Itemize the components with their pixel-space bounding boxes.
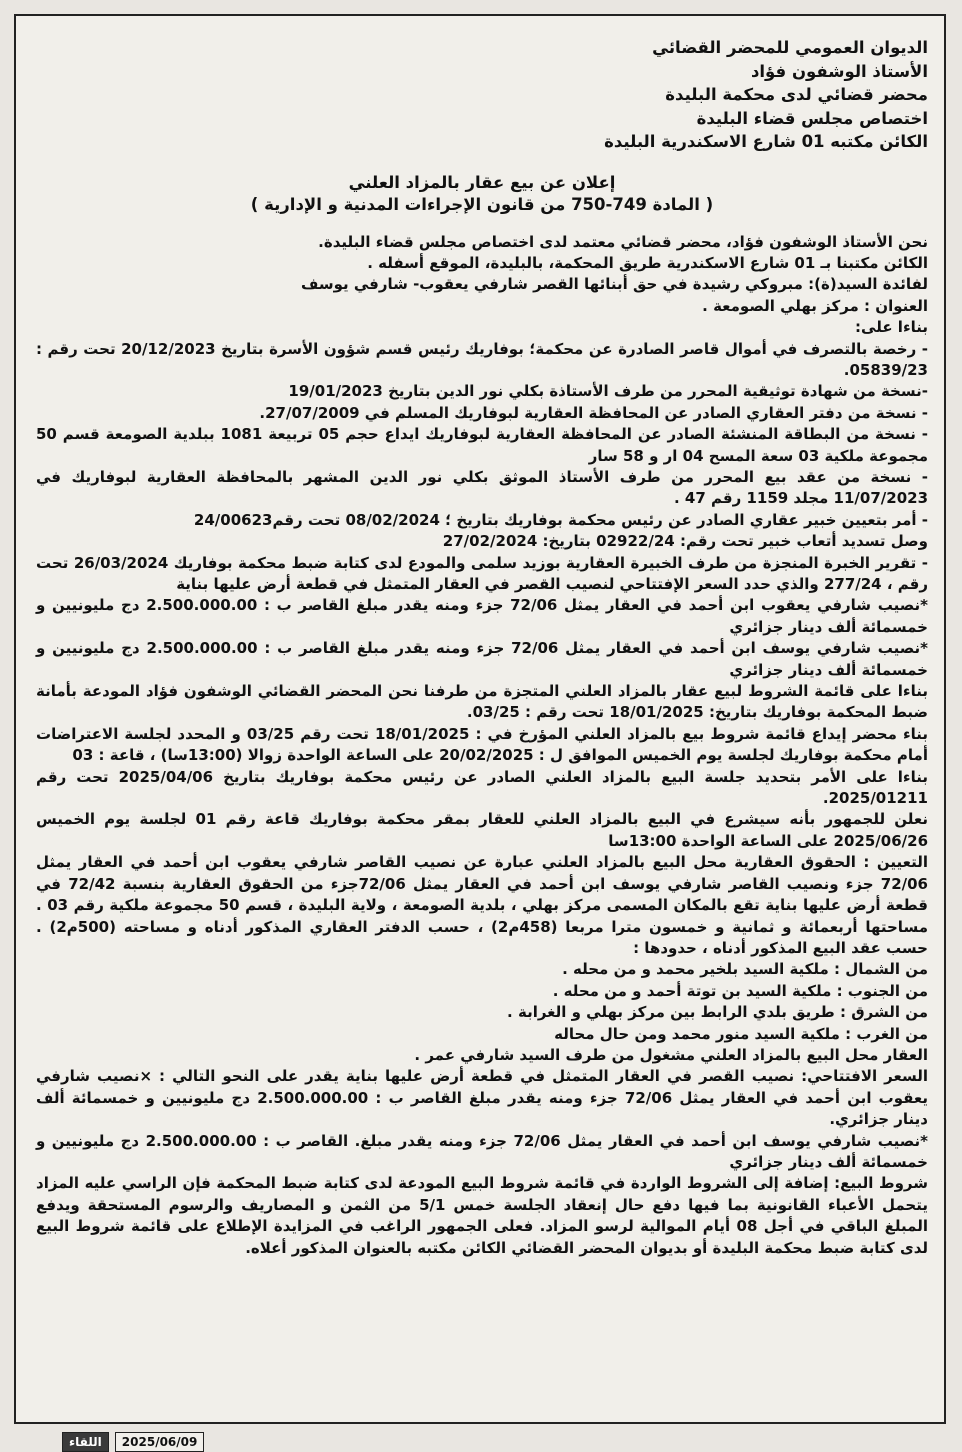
bailiff-name: الأستاذ الوشفون فؤاد (750, 61, 928, 81)
body-paragraph: السعر الافتتاحي: نصيب القصر في العقار المتمثل في قطعة أرض عليها بناية يقدر على النحو التالي : ×نصيب شارفي يعقوب ابن أحمد في العقار يمثل 72/06 جزء ومنه يقدر مبلغ القاصر ب : 2.500.000.00 دج مليونيين و خمسمائة ألف دينار جزائري. (36, 1067, 929, 1129)
body-paragraph: *نصيب شارفي يوسف ابن أحمد في العقار يمثل 72/06 جزء ومنه يقدر مبلغ القاصر ب : 2.500.000.00 دج مليونيين و خمسمائة ألف دينار جزائري (36, 639, 928, 679)
body-paragraph: من الشرق : طريق بلدي الرابط بين مركز بهلي و الغرابة . (507, 1003, 928, 1022)
body-paragraph: لفائدة السيد(ة): مبروكي رشيدة في حق أبنائها القصر شارفي يعقوب- شارفي يوسف (300, 275, 928, 294)
body-paragraph: شروط البيع: إضافة إلى الشروط الواردة في قائمة شروط البيع المودعة لدى كتابة ضبط المحكمة فإن الراسي عليه المزاد يتحمل الأعباء القانونية بما فيها دفع حال إنعقاد الجلسة خمس 5/1 من الثمن و المصاريف والرسوم المستحقة ويدفع المبلغ الباقي في أجل 08 أيام الموالية لرسو المزاد. فعلى الجمهور الراغب في المزايدة الإطلاع على قائمة شروط البيع لدى كتابة ضبط محكمة البليدة أو بديوان المحضر القضائي الكائن مكتبه بالعنوان المذكور أعلاه. (36, 1174, 928, 1257)
body-paragraph: *نصيب شارفي يوسف ابن أحمد في العقار يمثل 72/06 جزء ومنه يقدر مبلغ. القاصر ب : 2.500.000.00 دج مليونيين و خمسمائة ألف دينار جزائري (36, 1131, 928, 1171)
body-paragraph: - نسخة من البطاقة المنشئة الصادر عن المحافظة العقارية لبوفاريك ايداع حجم 05 تربيعة 1081 ببلدية الصومعة قسم 50 مجموعة ملكية 03 سعة المسح 04 ار و 58 سار (36, 425, 928, 465)
body-paragraph: - أمر بتعيين خبير عقاري الصادر عن رئيس محكمة بوفاريك بتاريخ ؛ 08/02/2024 تحت رقم24/00623 (193, 510, 928, 529)
body-paragraph: نحن الأستاذ الوشفون فؤاد، محضر قضائي معتمد لدى اختصاص مجلس قضاء البليدة. (318, 232, 928, 251)
bailiff-title: محضر قضائي لدى محكمة البليدة (665, 85, 928, 104)
body-paragraph: - تقرير الخبرة المنجزة من طرف الخبيرة العقارية بوزيد سلمى والمودع لدى كتابة ضبط محكمة بوفاريك 26/03/2024 تحت رقم ، 277/24 والذي حدد السعر الإفتتاحي لنصيب القصر في العقار المتمثل في قطعة أرض عليها بناية (36, 553, 928, 593)
body-paragraph: بناء محضر إيداع قائمة شروط بيع بالمزاد العلني المؤرخ في : 18/01/2025 تحت رقم 03/25 و المحدد لجلسة الاعتراضات أمام محكمة بوفاريك لجلسة يوم الخميس الموافق ل : 20/02/2025 على الساعة الواحدة زوالا (13:00سا) ، قاعة : 03 (36, 724, 929, 765)
office-address: الكائن مكتبه 01 شارع الاسكندرية البليدة (604, 132, 928, 151)
notice-subtitle: ( المادة 749-750 من قانون الإجراءات المدنية و الإدارية ) (250, 194, 714, 214)
body-paragraph: بناءا على: (855, 318, 928, 337)
body-paragraph: التعيين : الحقوق العقارية محل البيع بالمزاد العلني عبارة عن نصيب القاصر شارفي يعقوب ابن أحمد في العقار يمثل 72/06 جزء ونصيب القاصر شارفي يوسف ابن أحمد في العقار يمثل 72/06جزء من الحقوق العقارية بنسبة 72/42 في قطعة أرض عليها بناية تقع بالمكان المسمى مركز بهلي ، بلدية الصومعة ، ولاية البليدة ، قسم 50 مجموعة ملكية رقم 03 . مساحتها أربعمائة و ثمانية و خمسون مترا مربعا (458م2) ، حسب الدفتر العقاري المذكور أدناه و مساحته (500م2) . حسب عقد البيع المذكور أدناه ، حدودها : (36, 853, 928, 957)
publication-name: اللقاء (62, 1432, 109, 1452)
notice-content (36, 36, 928, 1259)
body-paragraph: من الشمال : ملكية السيد بلخير محمد و من محله . (562, 960, 928, 979)
body-paragraph: من الغرب : ملكية السيد منور محمد ومن حال محاله (554, 1024, 928, 1043)
body-paragraph: بناءا على الأمر بتحديد جلسة البيع بالمزاد العلني الصادر عن رئيس محكمة بوفاريك بتاريخ 2025/04/06 تحت رقم 2025/01211. (36, 767, 928, 808)
body-paragraph: *نصيب شارفي يعقوب ابن أحمد في العقار يمثل 72/06 جزء ومنه يقدر مبلغ القاصر ب : 2.500.000.00 دج مليونيين و خمسمائة ألف دينار جزائري (36, 596, 928, 636)
jurisdiction: اختصاص مجلس قضاء البليدة (696, 108, 928, 128)
notice-body (36, 232, 928, 1260)
body-paragraph: العنوان : مركز بهلي الصومعة . (702, 296, 928, 315)
body-paragraph: - رخصة بالتصرف في أموال قاصر الصادرة عن محكمة؛ بوفاريك رئيس قسم شؤون الأسرة بتاريخ 20/12/2023 تحت رقم : 05839/23. (36, 339, 928, 379)
notice-title: إعلان عن بيع عقار بالمزاد العلني (348, 172, 616, 192)
publication-date: 2025/06/09 (115, 1432, 205, 1452)
body-paragraph: من الجنوب : ملكية السيد بن توتة أحمد و من محله . (552, 981, 928, 1000)
body-paragraph: الكائن مكتبنا بـ 01 شارع الاسكندرية طريق المحكمة، بالبليدة، الموقع أسفله . (367, 253, 928, 272)
body-paragraph: العقار محل البيع بالمزاد العلني مشغول من طرف السيد شارفي عمر . (414, 1045, 928, 1064)
notice-frame (14, 14, 946, 1424)
notice-title-block (36, 172, 928, 216)
body-paragraph: نعلن للجمهور بأنه سيشرع في البيع بالمزاد العلني للعقار بمقر محكمة بوفاريك قاعة رقم 01 لجلسة يوم الخميس 2025/06/26 على الساعة الواحدة 13:00سا (36, 810, 928, 850)
body-paragraph: - نسخة من عقد بيع المحرر من طرف الأستاذ الموثق بكلي نور الدين المشهر بالمحافظة العقارية لبوفاريك في 11/07/2023 مجلد 1159 رقم 47 . (36, 467, 928, 508)
body-paragraph: بناءا على قائمة الشروط لبيع عقار بالمزاد العلني المتجزة من طرفنا نحن المحضر القضائي الوشفون فؤاد المودعة بأمانة ضبط المحكمة بوفاريك بتاريخ: 18/01/2025 تحت رقم : 03/25. (36, 682, 928, 722)
body-paragraph: -نسخة من شهادة توثيقية المحرر من طرف الأستاذة بكلي نور الدين بتاريخ 19/01/2023 (288, 382, 928, 401)
office-header (36, 36, 928, 154)
body-paragraph: - نسخة من دفتر العقاري الصادر عن المحافظة العقارية لبوفاريك المسلم في 27/07/2009. (259, 403, 928, 422)
body-paragraph: وصل تسديد أتعاب خبير تحت رقم: 02922/24 بتاريخ: 27/02/2024 (442, 532, 928, 551)
office-name: الديوان العمومي للمحضر القضائي (652, 38, 928, 57)
publication-footer (62, 1432, 204, 1452)
